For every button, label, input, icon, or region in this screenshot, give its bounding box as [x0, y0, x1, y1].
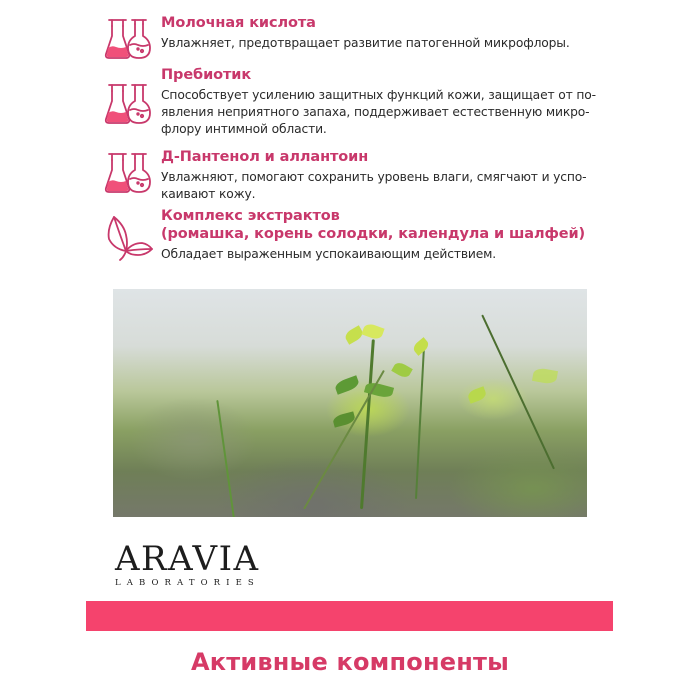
- description-line: Обладает выраженным успокаивающим действием.: [161, 247, 497, 261]
- component-description: [161, 35, 601, 52]
- aravia-logo: [115, 539, 260, 588]
- component-title: [161, 66, 601, 84]
- description-line: флору интимной области.: [161, 122, 327, 136]
- component-description: [161, 87, 601, 138]
- title-line: Д-Пантенол и аллантоин: [161, 149, 369, 165]
- component-title: [161, 207, 601, 243]
- meadow-plants-photo: [113, 289, 587, 517]
- description-line: явления неприятного запаха, поддерживает естественную микро-: [161, 105, 590, 119]
- component-title: [161, 148, 601, 166]
- component-description: [161, 169, 601, 203]
- leaves-icon: [104, 211, 154, 261]
- accent-band: [86, 601, 613, 631]
- title-line: Пребиотик: [161, 67, 252, 83]
- title-line: Комплекс экстрактов: [161, 208, 340, 224]
- brand-subtitle: LABORATORIES: [115, 578, 260, 588]
- flasks-icon: [104, 77, 154, 127]
- title-line: (ромашка, корень солодки, календула и шалфей): [161, 226, 586, 242]
- description-line: каивают кожу.: [161, 187, 256, 201]
- component-description: [161, 246, 601, 263]
- section-title: Активные компоненты: [190, 648, 509, 676]
- description-line: Увлажняет, предотвращает развитие патогенной микрофлоры.: [161, 36, 570, 50]
- flasks-icon: [104, 12, 154, 62]
- description-line: Способствует усилению защитных функций кожи, защищает от по-: [161, 88, 596, 102]
- component-title: [161, 14, 601, 32]
- brand-name: ARAVIA: [115, 539, 260, 579]
- title-line: Молочная кислота: [161, 15, 316, 31]
- description-line: Увлажняют, помогают сохранить уровень влаги, смягчают и успо-: [161, 170, 587, 184]
- flasks-icon: [104, 146, 154, 196]
